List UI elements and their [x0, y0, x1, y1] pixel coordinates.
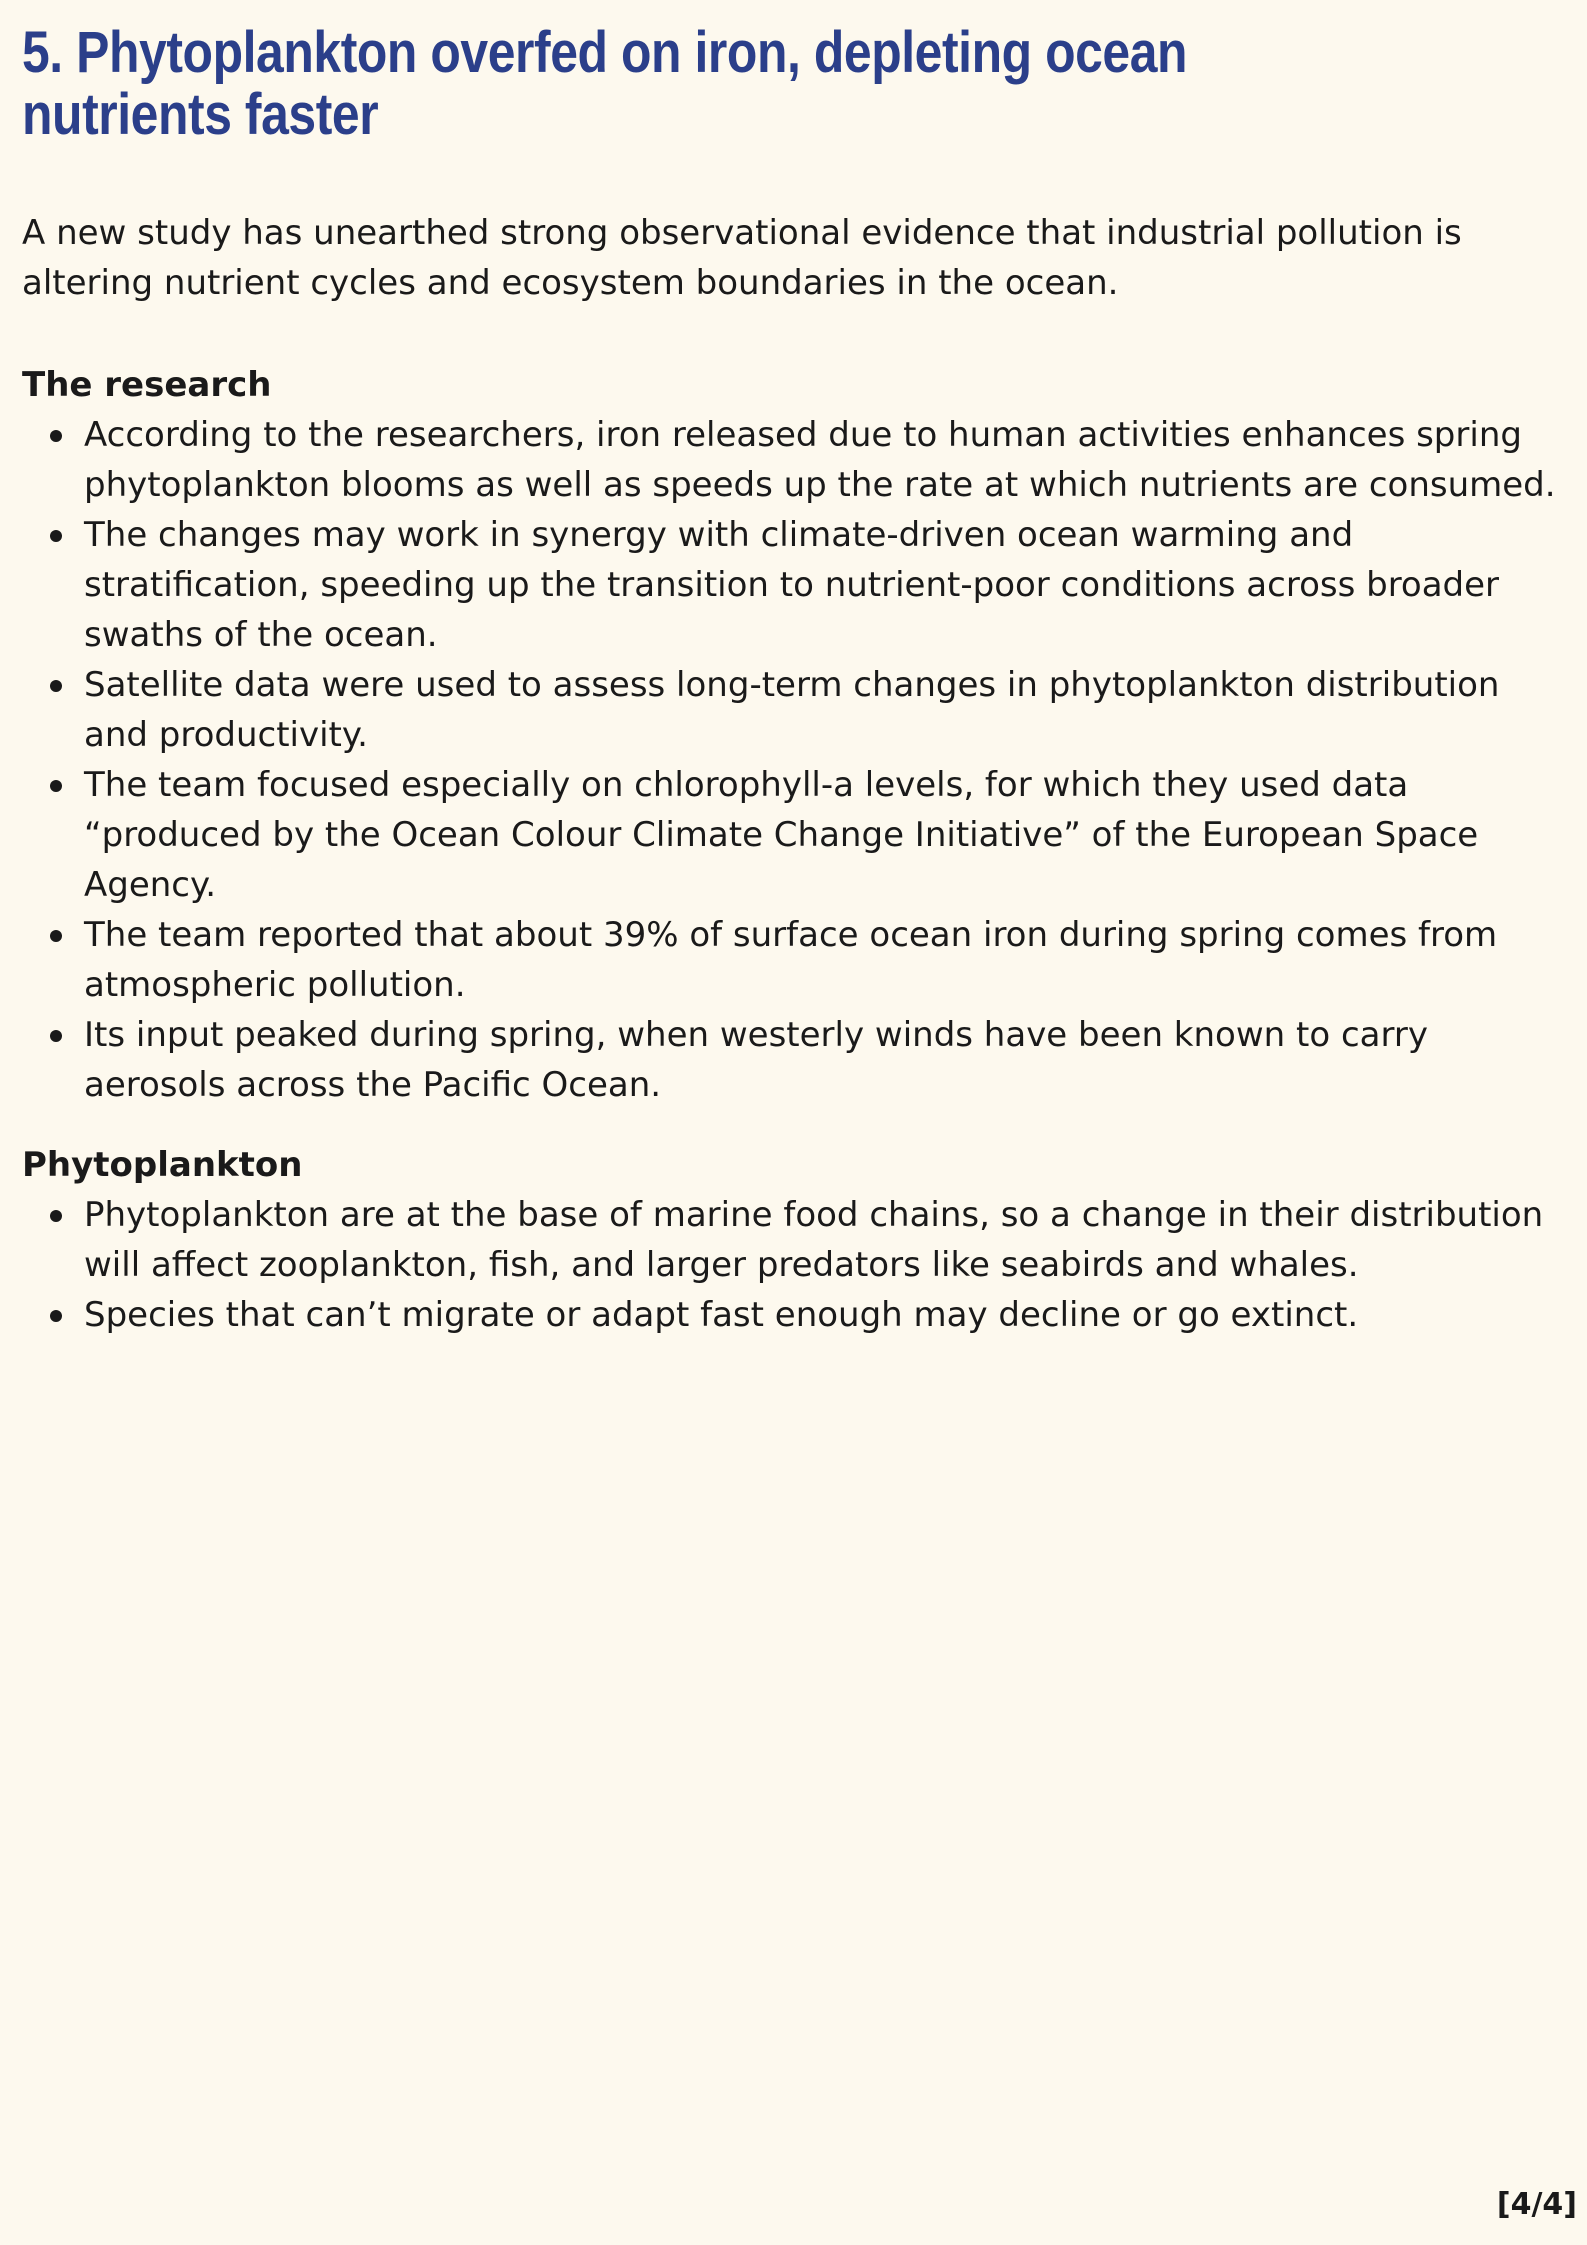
list-item-text: Phytoplankton are at the base of marine food chains, so a change in their distribution will affect zooplankton, fish, and larger predators like seabirds and whales. — [84, 1195, 1544, 1285]
page-number: [4/4] — [1496, 2187, 1577, 2222]
section-research — [22, 360, 1567, 1110]
list-item — [22, 760, 1574, 910]
section-phytoplankton — [22, 1140, 1567, 1340]
bullet-list-research — [22, 410, 1567, 1110]
bullet-icon — [50, 430, 62, 442]
list-item — [22, 1190, 1574, 1290]
list-item-text: The team reported that about 39% of surface ocean iron during spring comes from atmospheric pollution. — [84, 915, 1498, 1005]
list-item-text: Its input peaked during spring, when westerly winds have been known to carry aerosols across the Pacific Ocean. — [84, 1015, 1428, 1105]
bullet-icon — [50, 1310, 62, 1322]
section-heading-phytoplankton: Phytoplankton — [22, 1145, 303, 1185]
bullet-icon — [50, 930, 62, 942]
list-item-text: Species that can’t migrate or adapt fast enough may decline or go extinct. — [84, 1295, 1359, 1335]
intro-paragraph: A new study has unearthed strong observational evidence that industrial pollution is altering nutrient cycles and ecosystem boundaries in the ocean. — [22, 213, 1462, 303]
bullet-icon — [50, 1030, 62, 1042]
list-item — [22, 660, 1574, 760]
list-item-text: Satellite data were used to assess long-term changes in phytoplankton distribution and productivity. — [84, 665, 1500, 755]
page-content — [22, 22, 1567, 1340]
list-item-text: The team focused especially on chlorophyll-a levels, for which they used data “produced by the Ocean Colour Climate Change Initiative” of the European Space Agency. — [84, 765, 1479, 905]
list-item — [22, 910, 1574, 1010]
list-item — [22, 1010, 1574, 1110]
bullet-icon — [50, 530, 62, 542]
list-item-text: The changes may work in synergy with climate-driven ocean warming and stratification, speeding up the transition to nutrient-poor conditions across broader swaths of the ocean. — [84, 515, 1500, 655]
list-item — [22, 410, 1574, 510]
page-title: 5. Phytoplankton overfed on iron, depleting ocean nutrients faster — [22, 20, 1188, 147]
list-item-text: According to the researchers, iron released due to human activities enhances spring phytoplankton blooms as well as speeds up the rate at which nutrients are consumed. — [84, 415, 1556, 505]
section-heading-research: The research — [22, 365, 272, 405]
bullet-icon — [50, 680, 62, 692]
list-item — [22, 1290, 1574, 1340]
bullet-icon — [50, 1210, 62, 1222]
bullet-icon — [50, 780, 62, 792]
bullet-list-phytoplankton — [22, 1190, 1567, 1340]
list-item — [22, 510, 1574, 660]
